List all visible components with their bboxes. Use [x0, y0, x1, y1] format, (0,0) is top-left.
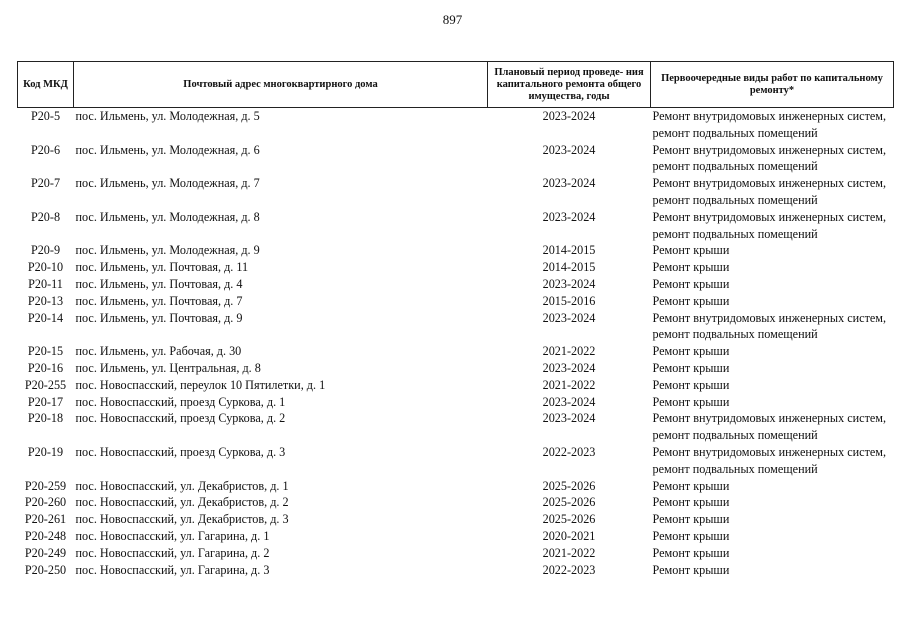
table-row [18, 343, 894, 360]
row-works [651, 142, 894, 176]
row-address: пос. Ильмень, ул. Молодежная, д. 8 [75, 209, 260, 224]
table-row [18, 310, 894, 344]
table-row [18, 545, 894, 562]
works-line: Ремонт крыши [652, 394, 730, 409]
table-row [18, 562, 894, 579]
works-line: Ремонт крыши [652, 478, 730, 493]
row-address: пос. Новоспасский, ул. Гагарина, д. 3 [75, 562, 270, 577]
row-address: пос. Новоспасский, проезд Суркова, д. 2 [75, 411, 286, 426]
row-address: пос. Ильмень, ул. Молодежная, д. 7 [75, 176, 260, 191]
row-code: Р20-250 [24, 562, 67, 577]
row-period: 2023-2024 [542, 310, 596, 325]
row-works [651, 259, 894, 276]
page-number: 897 [442, 12, 463, 27]
table-row [18, 511, 894, 528]
works-line: Ремонт крыши [652, 377, 730, 392]
row-period: 2023-2024 [542, 209, 596, 224]
works-line: Ремонт крыши [652, 528, 730, 543]
table-row [18, 478, 894, 495]
row-works [651, 242, 894, 259]
row-code: Р20-6 [30, 142, 61, 157]
works-line: Ремонт крыши [652, 344, 730, 359]
row-period: 2023-2024 [542, 109, 596, 123]
row-works [651, 108, 894, 142]
table-row [18, 494, 894, 511]
row-address: пос. Ильмень, ул. Рабочая, д. 30 [75, 344, 242, 359]
works-line: ремонт подвальных помещений [652, 226, 818, 241]
row-works [651, 377, 894, 394]
works-line: Ремонт внутридомовых инженерных систем, [652, 310, 887, 325]
works-line: Ремонт внутридомовых инженерных систем, [652, 411, 887, 426]
row-works [651, 562, 894, 579]
row-code: Р20-18 [27, 411, 64, 426]
row-works [651, 293, 894, 310]
row-address: пос. Новоспасский, ул. Декабристов, д. 3 [75, 512, 289, 527]
works-line: Ремонт крыши [652, 545, 730, 560]
works-line: Ремонт крыши [652, 562, 730, 577]
table-header [18, 62, 894, 108]
row-period: 2023-2024 [542, 394, 596, 409]
works-line: ремонт подвальных помещений [652, 159, 818, 174]
works-line: ремонт подвальных помещений [652, 125, 818, 140]
header-works: Первоочередные виды работ по капитальному ремонту* [651, 62, 894, 108]
row-works [651, 310, 894, 344]
row-period: 2015-2016 [542, 293, 596, 308]
row-period: 2023-2024 [542, 276, 596, 291]
row-code: Р20-16 [27, 360, 64, 375]
header-period: Плановый период проведе- ния капитального ремонта общего имущества, годы [488, 62, 651, 108]
capital-repair-table [17, 61, 894, 578]
row-code: Р20-17 [27, 394, 64, 409]
row-address: пос. Ильмень, ул. Молодежная, д. 6 [75, 142, 260, 157]
row-address: пос. Ильмень, ул. Почтовая, д. 7 [75, 293, 243, 308]
works-line: Ремонт внутридомовых инженерных систем, [652, 176, 887, 191]
row-period: 2025-2026 [542, 512, 596, 527]
row-code: Р20-259 [24, 478, 67, 493]
header-code: Код МКД [18, 62, 74, 108]
row-works [651, 528, 894, 545]
row-code: Р20-14 [27, 310, 64, 325]
row-address: пос. Новоспасский, ул. Декабристов, д. 2 [75, 495, 289, 510]
table-row [18, 276, 894, 293]
row-works [651, 175, 894, 209]
works-line: Ремонт внутридомовых инженерных систем, [652, 142, 887, 157]
row-code: Р20-9 [30, 243, 61, 258]
row-works [651, 478, 894, 495]
row-code: Р20-11 [28, 276, 63, 291]
table-row [18, 394, 894, 411]
row-address: пос. Ильмень, ул. Почтовая, д. 4 [75, 276, 243, 291]
table-row [18, 360, 894, 377]
row-works [651, 444, 894, 478]
row-period: 2025-2026 [542, 495, 596, 510]
table-row [18, 242, 894, 259]
table-row [18, 410, 894, 444]
works-line: Ремонт внутридомовых инженерных систем, [652, 109, 887, 123]
row-address: пос. Ильмень, ул. Почтовая, д. 11 [75, 260, 249, 275]
works-line: ремонт подвальных помещений [652, 327, 818, 342]
row-address: пос. Новоспасский, переулок 10 Пятилетки, д. 1 [75, 377, 326, 392]
works-line: Ремонт внутридомовых инженерных систем, [652, 444, 887, 459]
row-code: Р20-248 [24, 528, 67, 543]
row-code: Р20-19 [27, 444, 64, 459]
row-code: Р20-255 [24, 377, 67, 392]
table-row [18, 209, 894, 243]
row-code: Р20-7 [30, 176, 61, 191]
row-works [651, 343, 894, 360]
row-code: Р20-8 [30, 209, 61, 224]
row-code: Р20-15 [27, 344, 64, 359]
row-works [651, 276, 894, 293]
row-code: Р20-249 [24, 545, 67, 560]
row-period: 2023-2024 [542, 411, 596, 426]
row-address: пос. Ильмень, ул. Почтовая, д. 9 [75, 310, 243, 325]
row-address: пос. Ильмень, ул. Молодежная, д. 9 [75, 243, 260, 258]
table-body [18, 108, 894, 579]
row-code: Р20-5 [30, 109, 61, 123]
table-row [18, 175, 894, 209]
row-works [651, 394, 894, 411]
works-line: Ремонт крыши [652, 243, 730, 258]
row-period: 2014-2015 [542, 243, 596, 258]
row-address: пос. Новоспасский, ул. Декабристов, д. 1 [75, 478, 289, 493]
row-works [651, 545, 894, 562]
row-address: пос. Ильмень, ул. Молодежная, д. 5 [75, 109, 260, 123]
row-works [651, 511, 894, 528]
table-row [18, 293, 894, 310]
table-row [18, 259, 894, 276]
works-line: Ремонт крыши [652, 360, 730, 375]
works-line: Ремонт крыши [652, 495, 730, 510]
table-row [18, 377, 894, 394]
table-row [18, 142, 894, 176]
works-line: ремонт подвальных помещений [652, 192, 818, 207]
row-period: 2023-2024 [542, 360, 596, 375]
row-code: Р20-261 [24, 512, 67, 527]
row-works [651, 360, 894, 377]
table-row [18, 528, 894, 545]
row-period: 2021-2022 [542, 344, 596, 359]
row-period: 2020-2021 [542, 528, 596, 543]
row-address: пос. Новоспасский, ул. Гагарина, д. 2 [75, 545, 270, 560]
row-period: 2021-2022 [542, 545, 596, 560]
row-address: пос. Новоспасский, проезд Суркова, д. 3 [75, 444, 286, 459]
works-line: ремонт подвальных помещений [652, 461, 818, 476]
header-address: Почтовый адрес многоквартирного дома [74, 62, 488, 108]
row-period: 2023-2024 [542, 176, 596, 191]
works-line: Ремонт внутридомовых инженерных систем, [652, 209, 887, 224]
row-period: 2022-2023 [542, 562, 596, 577]
row-address: пос. Ильмень, ул. Центральная, д. 8 [75, 360, 261, 375]
works-line: ремонт подвальных помещений [652, 428, 818, 443]
table-row [18, 108, 894, 142]
table-row [18, 444, 894, 478]
works-line: Ремонт крыши [652, 512, 730, 527]
row-address: пос. Новоспасский, проезд Суркова, д. 1 [75, 394, 286, 409]
row-works [651, 410, 894, 444]
row-works [651, 494, 894, 511]
row-period: 2025-2026 [542, 478, 596, 493]
row-period: 2022-2023 [542, 444, 596, 459]
row-code: Р20-260 [24, 495, 67, 510]
works-line: Ремонт крыши [652, 276, 730, 291]
row-works [651, 209, 894, 243]
row-address: пос. Новоспасский, ул. Гагарина, д. 1 [75, 528, 270, 543]
works-line: Ремонт крыши [652, 293, 730, 308]
row-period: 2023-2024 [542, 142, 596, 157]
row-code: Р20-10 [27, 260, 64, 275]
row-code: Р20-13 [27, 293, 64, 308]
works-line: Ремонт крыши [652, 260, 730, 275]
row-period: 2014-2015 [542, 260, 596, 275]
row-period: 2021-2022 [542, 377, 596, 392]
